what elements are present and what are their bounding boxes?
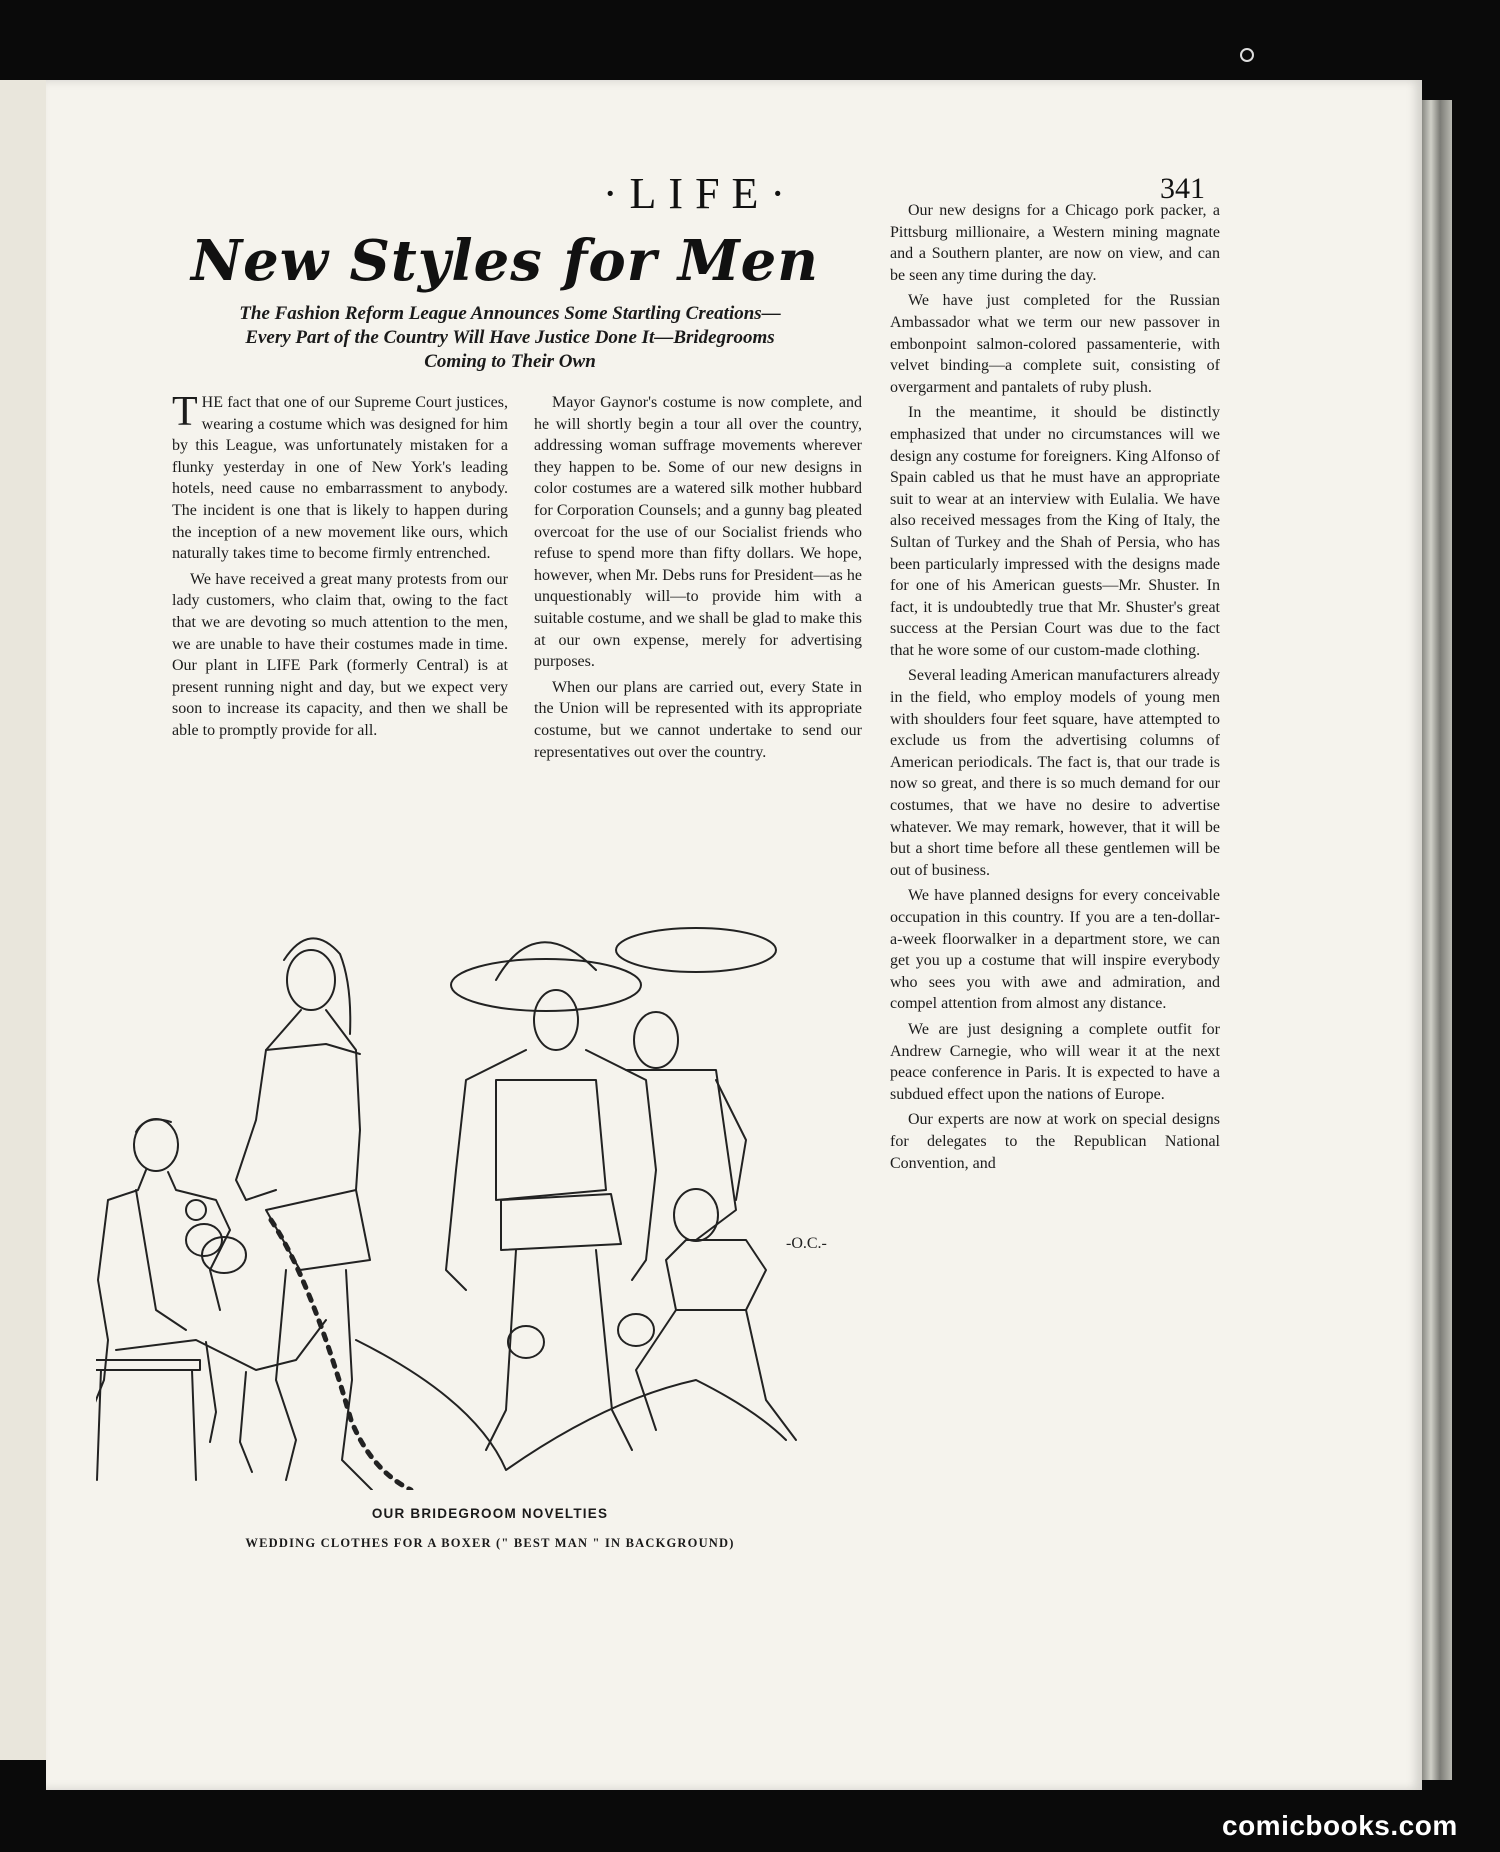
paragraph: Several leading American manufacturers already in the field, who employ models of young men with shoulders four feet square, have attempted to exclude us from the advertising columns of American periodicals. The fact is, that our trade is now so great, and there is so much demand for our costumes, that we have no desire to advertise whatever. We may remark, however, that it will be but a short time before all these gentlemen will be out of business. (890, 667, 1220, 879)
page-number: 341 (1160, 172, 1205, 205)
article-headline: New Styles for Men (190, 228, 820, 294)
paragraph: In the meantime, it should be distinctly emphasized that under no circumstances will we design any costume for foreigners. King Alfonso of Spain cabled us that he must have an appropriate suit to wear at an interview with Eulalia. We have also received messages from the King of Italy, the Sultan of Turkey and the Shah of Persia, who has been particularly impressed with the designs made for one of his American guests—Mr. Shuster. In fact, it is undoubtedly true that Mr. Shuster's great success at the Persian Court was due to the fact that he wore some of our custom-made clothing. (890, 404, 1220, 659)
boxer-in-hat-figure (446, 942, 656, 1450)
best-man-figure (616, 928, 776, 1240)
masthead: ·LIFE· (602, 169, 798, 218)
paragraph: Our experts are now at work on special designs for delegates to the Republican National Convention, and (890, 1111, 1220, 1172)
scan-mark (1240, 48, 1254, 62)
paragraph: We have received a great many protests from our lady customers, who claim that, owing to the fact that we are devoting so much attention to the men, we are unable to have their costumes made in time. Our plant in LIFE Park (formerly Central) is at present running night and day, but we expect very soon to increase its capacity, and then we shall be able to promptly provide for all. (172, 570, 508, 739)
subhead-line: The Fashion Reform League Announces Some Startling Creations— (239, 303, 781, 324)
illustration-caption-title: OUR BRIDEGROOM NOVELTIES (371, 1506, 609, 1521)
wedding-train (356, 1340, 786, 1470)
drop-cap: T (172, 389, 198, 435)
paragraph: We have just completed for the Russian Ambassador what we term our new passover in embonpoint salmon-colored passamenterie, with velvet binding—a complete suit, consisting of overgarment and pantalets of ruby plush. (890, 292, 1220, 396)
article-subhead (150, 302, 870, 374)
subhead-line: Every Part of the Country Will Have Justice Done It—Bridegrooms (245, 327, 775, 348)
site-watermark: comicbooks.com (1222, 1810, 1458, 1841)
illustration-caption-subtitle: WEDDING CLOTHES FOR A BOXER (" BEST MAN " IN BACKGROUND) (245, 1536, 735, 1550)
paragraph: Mayor Gaynor's costume is now complete, and he will shortly begin a tour all over the country, addressing woman suffrage movements wherever they happen to be. Some of our new designs in color costumes are a watered silk mother hubbard for Corporation Counsels; and a gunny bag pleated overcoat for the use of our Socialist friends who refuse to spend more than fifty dollars. We hope, however, when Mr. Debs runs for President—as he unquestionably will—to provide him with a suitable costume, and we shall be glad to make this at our own expense, merely for advertising purposes. (534, 394, 862, 671)
boy-figure (636, 1189, 796, 1440)
paragraph: We are just designing a complete outfit for Andrew Carnegie, who will wear it at the next peace conference in Paris. It is expected to have a subdued effect upon the nations of Europe. (890, 1020, 1220, 1103)
paragraph: We have planned designs for every conceivable occupation in this country. If you are a ten-dollar-a-week floorwalker in a department store, we can get you up a costume that will inspire everybody who sees you with awe and admiration, and compel attention from almost any distance. (890, 887, 1220, 1013)
text-column-3 (890, 200, 1220, 1178)
page-stack-edge (1422, 100, 1452, 1780)
paragraph: When our plans are carried out, every State in the Union will be represented with its appropriate costume, but we cannot undertake to send our representatives out over the country. (534, 678, 862, 761)
paragraph-text: HE fact that one of our Supreme Court justices, wearing a costume which was designed for him by this League, was unfortunately mistaken for a flunky yesterday in one of New York's leading hotels, need cause no embarrassment to anybody. The incident is one that is likely to happen during the inception of a new movement like ours, which naturally takes time to become firmly entrenched. (172, 394, 508, 563)
bridegroom-boxer-figure (186, 938, 411, 1490)
text-column-1 (172, 389, 508, 746)
text-column-2 (534, 392, 862, 767)
facing-page-edge (0, 80, 48, 1760)
paragraph (172, 389, 508, 565)
bridegroom-illustration (96, 910, 866, 1490)
artist-signature: -O.C.- (786, 1235, 827, 1252)
paragraph: Our new designs for a Chicago pork packer, a Pittsburg millionaire, a Western mining magnate and a Southern planter, are now on view, and can be seen any time during the day. (890, 202, 1220, 284)
subhead-line: Coming to Their Own (424, 351, 596, 372)
